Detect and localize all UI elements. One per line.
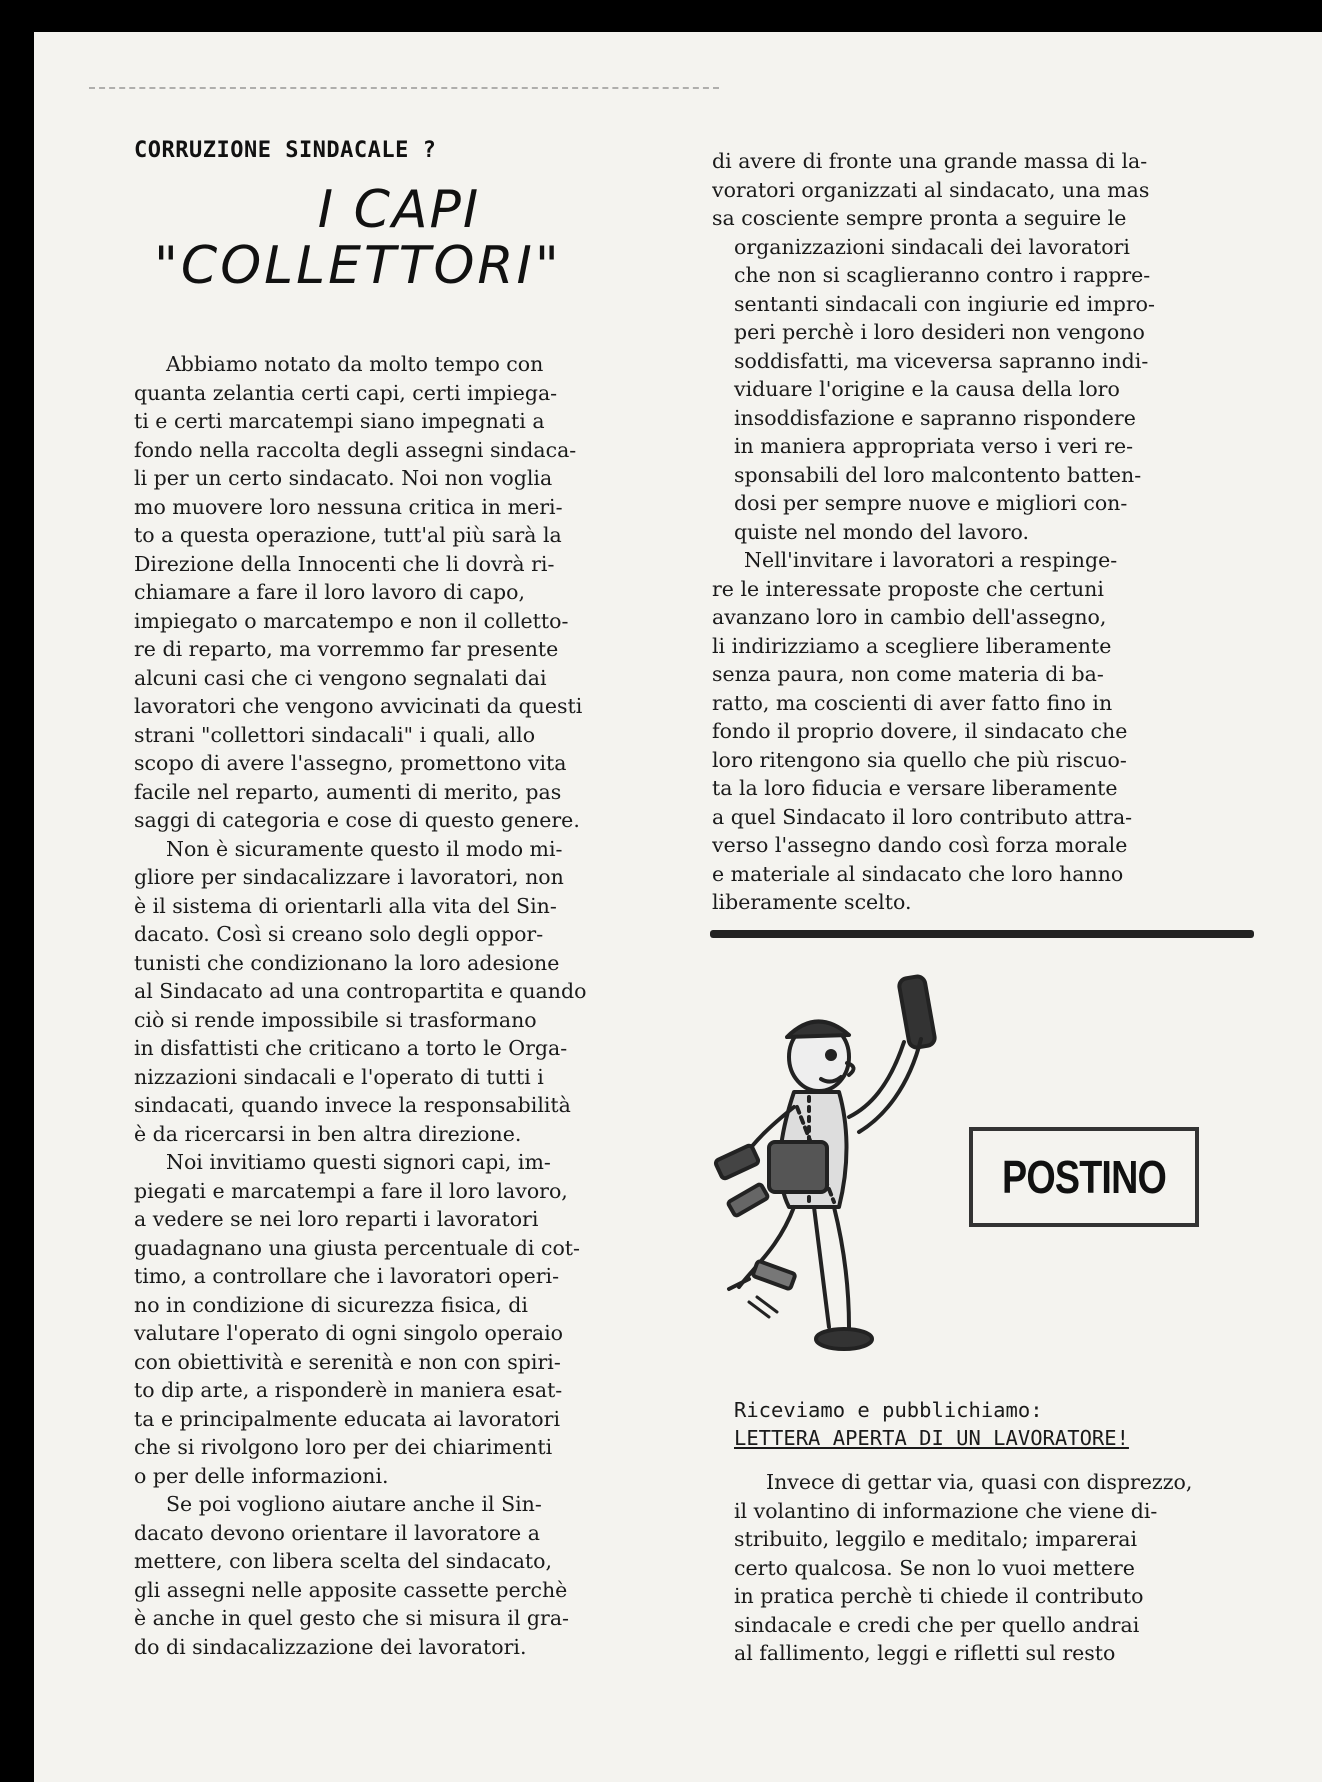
text-line: con obiettività e serenità e non con spiri- — [134, 1349, 561, 1374]
text-line: strani "collettori sindacali" i quali, allo — [134, 722, 536, 747]
text-line: viduare l'origine e la causa della loro — [734, 377, 1120, 401]
text-line: timo, a controllare che i lavoratori operi- — [134, 1264, 559, 1288]
letter-intro: Riceviamo e pubblichiamo: — [734, 1398, 1043, 1422]
text-line: Se poi vogliono aiutare anche il Sin- — [166, 1492, 542, 1516]
text-line: dosi per sempre nuove e migliori con- — [734, 491, 1128, 515]
text-line: dacato devono orientare il lavoratore a — [134, 1520, 540, 1545]
text-line: il volantino di informazione che viene di- — [734, 1498, 1158, 1523]
article-title — [134, 182, 574, 294]
text-line: piegati e marcatempi a fare il loro lavoro, — [134, 1178, 568, 1203]
text-line: lavoratori che vengono avvicinati da questi — [134, 694, 583, 718]
text-line: li per un certo sindacato. Noi non voglia — [134, 466, 553, 490]
text-line: liberamente scelto. — [712, 890, 912, 914]
right-paragraph-2 — [712, 546, 1292, 917]
text-line: quiste nel mondo del lavoro. — [734, 519, 1029, 544]
text-line: ratto, ma coscienti di aver fatto fino in — [712, 690, 1113, 715]
text-line: sindacale e credi che per quello andrai — [734, 1612, 1140, 1637]
text-line: to a questa operazione, tutt'al più sarà la — [134, 523, 562, 547]
text-line: sa cosciente sempre pronta a seguire le — [712, 206, 1127, 230]
page-sheet — [34, 32, 1322, 1782]
left-paragraph-3 — [134, 1148, 664, 1490]
text-line: a vedere se nei loro reparti i lavoratori — [134, 1207, 539, 1231]
text-line: loro ritengono sia quello che più riscuo- — [712, 747, 1127, 772]
left-paragraph-1 — [134, 350, 664, 835]
text-line: guadagnano una giusta percentuale di cot- — [134, 1235, 580, 1260]
text-line: peri perchè i loro desideri non vengono — [734, 320, 1145, 344]
text-line: avanzano loro in cambio dell'assegno, — [712, 605, 1107, 629]
text-line: voratori organizzati al sindacato, una mas — [712, 177, 1150, 202]
text-line: ciò si rende impossibile si trasformano — [134, 1007, 537, 1032]
text-line: facile nel reparto, aumenti di merito, pas — [134, 779, 562, 804]
title-line-1: I CAPI — [317, 180, 481, 240]
text-line: in disfattisti che criticano a torto le Orga- — [134, 1036, 568, 1060]
text-line: in pratica perchè ti chiede il contributo — [734, 1584, 1144, 1608]
section-divider — [710, 930, 1254, 938]
text-line: Nell'invitare i lavoratori a respinge- — [744, 548, 1118, 572]
text-line: che si rivolgono loro per dei chiarimenti — [134, 1435, 553, 1459]
text-line: Direzione della Innocenti che li dovrà ri- — [134, 551, 555, 576]
text-line: sponsabili del loro malcontento batten- — [734, 462, 1142, 487]
text-line: Abbiamo notato da molto tempo con — [166, 352, 544, 376]
text-line: ti e certi marcatempi siano impegnati a — [134, 409, 545, 433]
text-line: ta la loro fiducia e versare liberamente — [712, 776, 1118, 800]
text-line: è il sistema di orientarli alla vita del Sin- — [134, 893, 557, 918]
text-line: Non è sicuramente questo il modo mi- — [166, 836, 563, 861]
text-line: sentanti sindacali con ingiurie ed impro- — [734, 291, 1155, 316]
text-line: al Sindacato ad una contropartita e quando — [134, 979, 587, 1003]
text-line: li indirizziamo a scegliere liberamente — [712, 633, 1112, 658]
text-line: è anche in quel gesto che si misura il gra- — [134, 1606, 569, 1630]
sign-label: POSTINO — [1001, 1151, 1167, 1203]
text-line: che non si scaglieranno contro i rappre- — [734, 263, 1151, 287]
letter-header — [734, 1396, 1129, 1452]
letter-heading: LETTERA APERTA DI UN LAVORATORE! — [734, 1426, 1129, 1450]
text-line: è da ricercarsi in ben altra direzione. — [134, 1121, 522, 1146]
text-line: stribuito, leggilo e meditalo; imparerai — [734, 1527, 1138, 1551]
text-line: sindacati, quando invece la responsabilità — [134, 1093, 571, 1117]
text-line: a quel Sindacato il loro contributo attra- — [712, 804, 1133, 829]
text-line: saggi di categoria e cose di questo genere. — [134, 808, 580, 832]
text-line: Invece di gettar via, quasi con disprezzo, — [766, 1470, 1193, 1494]
text-line: to dip arte, a risponderè in maniera esat- — [134, 1378, 563, 1402]
text-line: al fallimento, leggi e rifletti sul resto — [734, 1641, 1116, 1665]
text-line: do di sindacalizzazione dei lavoratori. — [134, 1634, 527, 1659]
text-line: gli assegni nelle apposite cassette perchè — [134, 1577, 568, 1602]
postino-sign — [969, 1127, 1199, 1227]
text-line: scopo di avere l'assegno, promettono vita — [134, 751, 567, 775]
text-line: nizzazioni sindacali e l'operato di tutti i — [134, 1064, 544, 1089]
text-line: fondo nella raccolta degli assegni sindaca- — [134, 437, 577, 462]
text-line: insoddisfazione e sapranno rispondere — [734, 405, 1136, 430]
text-line: in maniera appropriata verso i veri re- — [734, 434, 1134, 458]
text-line: o per delle informazioni. — [134, 1463, 389, 1488]
text-line: chiamare a fare il loro lavoro di capo, — [134, 580, 525, 604]
text-line: verso l'assegno dando così forza morale — [712, 833, 1128, 857]
text-line: tunisti che condizionano la loro adesione — [134, 950, 560, 975]
letter-body — [734, 1468, 1294, 1668]
right-paragraph-1 — [712, 147, 1292, 546]
text-line: di avere di fronte una grande massa di la- — [712, 149, 1148, 173]
text-line: Noi invitiamo questi signori capi, im- — [166, 1150, 551, 1174]
text-line: ta e principalmente educata ai lavoratori — [134, 1406, 560, 1431]
text-line: quanta zelantia certi capi, certi impiega- — [134, 380, 558, 405]
title-line-2: "COLLETTORI" — [154, 236, 562, 296]
text-line: alcuni casi che ci vengono segnalati dai — [134, 665, 547, 690]
left-column — [134, 350, 664, 1661]
left-paragraph-4 — [134, 1490, 664, 1661]
text-line: senza paura, non come materia di ba- — [712, 662, 1104, 686]
text-line: soddisfatti, ma viceversa sapranno indi- — [734, 348, 1149, 373]
text-line: e materiale al sindacato che loro hanno — [712, 861, 1124, 886]
text-line: valutare l'operato di ogni singolo operaio — [134, 1321, 563, 1345]
text-line: fondo il proprio dovere, il sindacato che — [712, 719, 1128, 743]
text-line: gliore per sindacalizzare i lavoratori, non — [134, 865, 564, 889]
text-line: impiegato o marcatempo e non il colletto- — [134, 608, 569, 633]
text-line: mettere, con libera scelta del sindacato, — [134, 1549, 553, 1573]
text-line: certo qualcosa. Se non lo vuoi mettere — [734, 1555, 1135, 1580]
text-line: organizzazioni sindacali dei lavoratori — [734, 234, 1130, 259]
top-rule — [89, 87, 719, 89]
text-line: dacato. Così si creano solo degli oppor- — [134, 922, 544, 946]
left-paragraph-2 — [134, 835, 664, 1149]
text-line: mo muovere loro nessuna critica in meri- — [134, 494, 563, 519]
right-column — [712, 147, 1292, 917]
letter-paragraph — [734, 1468, 1294, 1668]
text-line: re le interessate proposte che certuni — [712, 576, 1104, 601]
text-line: re di reparto, ma vorremmo far presente — [134, 637, 559, 661]
text-line: no in condizione di sicurezza fisica, di — [134, 1292, 528, 1317]
article-kicker: CORRUZIONE SINDACALE ? — [134, 138, 437, 163]
